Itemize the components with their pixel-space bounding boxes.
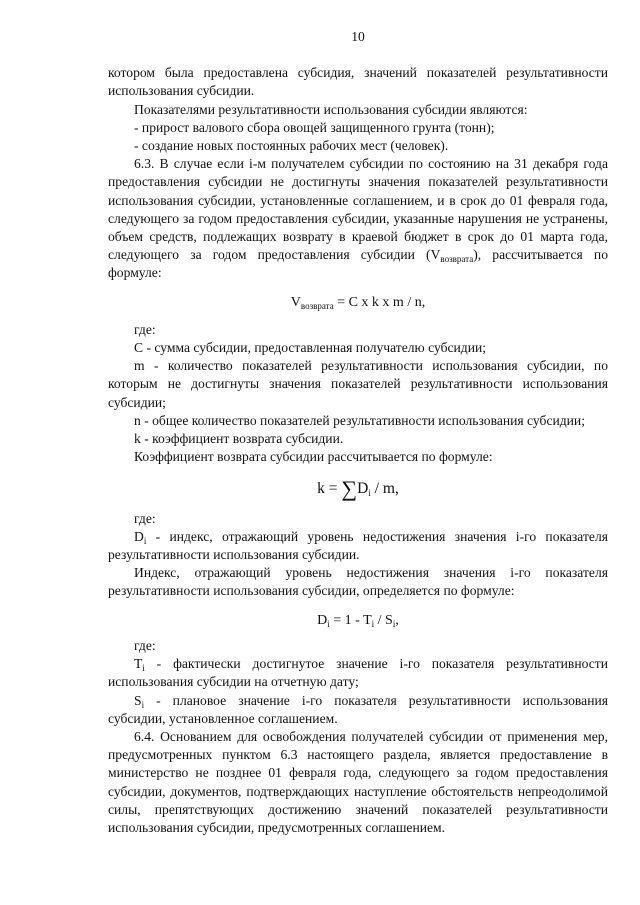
paragraph-continuation: котором была предоставлена субсидия, значений показателей результативности использования субсидии.: [108, 65, 608, 99]
paragraph-coefficient: Коэффициент возврата субсидии рассчитывается по формуле:: [134, 449, 493, 465]
paragraph-indicators-intro: Показателями результативности использования субсидии являются:: [134, 101, 528, 117]
formula-coefficient: $k = \sum D_i / m$,: [317, 476, 399, 502]
definition-n: n - общее количество показателей результативности использования субсидии;: [134, 412, 585, 428]
label-where-3: где:: [134, 637, 156, 653]
definition-m: m - количество показателей результативности использования субсидии, по которым не достигнуты значения показателей результативности использования субсидии;: [108, 358, 608, 410]
label-where-1: где:: [134, 321, 156, 337]
paragraph-6-3: 6.3. В случае если i-м получателем субсидии по состоянию на 31 декабря года предоставления субсидии не достигнуты значения показателей результативности использования субсидии, установленные соглашением, и в срок до 01 февраля года, следующего за годом предоставления субсидии, указанные нарушения не устранены, объем средств, подлежащих возврату в краевой бюджет в срок до 01 марта года, следующего за годом предоставления субсидии $(V_{возврата})$, рассчитывается по формуле:: [108, 156, 608, 281]
document-page: [108, 28, 608, 837]
list-item-indicator-2: - создание новых постоянных рабочих мест (человек).: [134, 138, 449, 154]
formula-return-volume: $V_{возврата} = C$ x k x m / n,: [290, 294, 426, 311]
definition-c: С - сумма субсидии, предоставленная получателю субсидии;: [134, 340, 487, 356]
label-where-2: где:: [134, 510, 156, 526]
definition-si: $S_i$ - плановое значение i-го показателя результативности использования субсидии, установленное соглашением.: [108, 692, 608, 726]
paragraph-index: Индекс, отражающий уровень недостижения значения i-го показателя результативности использования субсидии, определяется по формуле:: [108, 565, 608, 599]
definition-k: k - коэффициент возврата субсидии.: [134, 431, 344, 447]
sum-symbol: ∑: [341, 476, 358, 502]
definition-ti: $T_i$ - фактически достигнутое значение i-го показателя результативности использования субсидии на отчетную дату;: [108, 656, 608, 690]
list-item-indicator-1: - прирост валового сбора овощей защищенного грунта (тонн);: [134, 119, 495, 135]
paragraph-6-4: 6.4. Основанием для освобождения получателей субсидии от применения мер, предусмотренных пунктом 6.3 настоящего раздела, является предоставление в министерство не позднее 01 февраля года, следующего за годом предоставления субсидии, документов, подтверждающих наступление обстоятельств непреодолимой силы, препятствующих достижению значений показателей результативности использования субсидии, предусмотренных соглашением.: [108, 728, 608, 835]
definition-di: $D_i$ - индекс, отражающий уровень недостижения значения i-го показателя результативности использования субсидии.: [108, 528, 608, 563]
formula-index: $D_i = 1 - T_i / S_i$,: [317, 612, 399, 629]
page-number: 10: [351, 29, 365, 44]
